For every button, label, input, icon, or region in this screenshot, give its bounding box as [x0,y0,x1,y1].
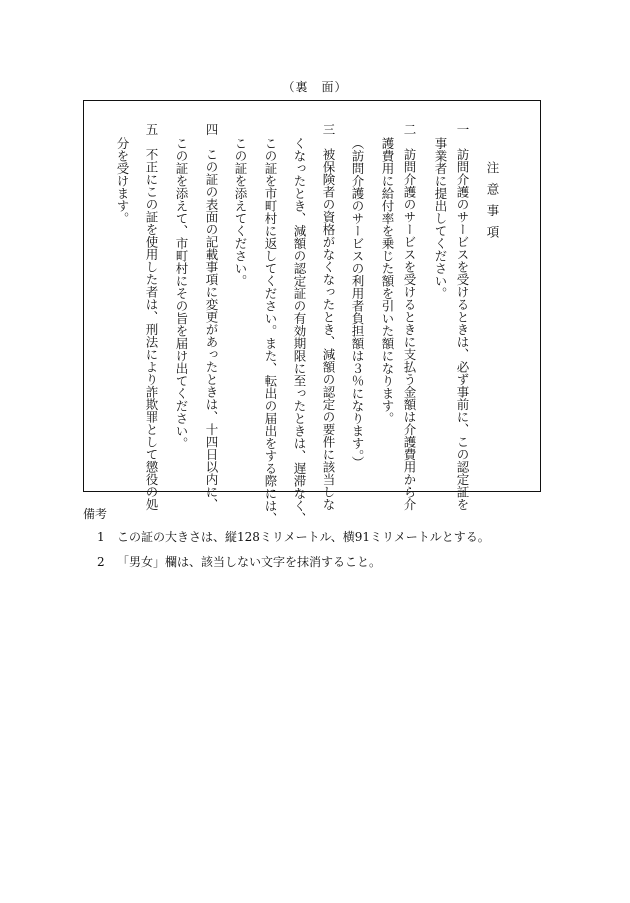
notice-line-13: 分を受けます。 [115,137,130,225]
remark-item [83,553,490,570]
remark-text: 「男女」欄は、該当しない文字を抹消すること。 [117,555,382,569]
notice-line-5: （訪問介護のサービスの利用者負担額は３％になります。） [350,137,365,469]
notice-line-9: この証を添えてください。 [233,137,248,287]
side-label: （裏 面） [282,80,348,94]
notice-line-10: 四 この証の表面の記載事項に変更があったときは、十四日以内に、 [204,123,219,511]
notice-line-8: この証を市町村に返してください。また、転出の届出をする際には、 [263,137,278,525]
notice-line-1: 一 訪問介護のサービスを受けるときは、必ず事前に、この認定証を [455,123,470,511]
notice-line-12: 五 不正にこの証を使用した者は、刑法により詐欺罪として懲役の処 [144,123,159,511]
remark-number: 1 [97,530,105,544]
notice-line-4: 護費用に給付率を乗じた額を引いた額になります。 [380,137,395,425]
notice-line-2: 事業者に提出してください。 [433,137,448,300]
notice-line-3: 二 訪問介護のサービスを受けるときに支払う金額は介護費用から介 [402,123,417,511]
notice-line-7: くなったとき、減額の認定証の有効期限に至ったときは、遅滞なく、 [292,137,307,525]
remarks-title: 備考 [83,507,108,521]
remark-item [83,528,490,545]
remark-text: この証の大きさは、縦128ミリメートル、横91ミリメートルとする。 [117,530,490,544]
notice-line-6: 三 被保険者の資格がなくなったとき、減額の認定の要件に該当しな [321,123,336,511]
notice-line-11: この証を添えて、市町村にその旨を届け出てください。 [174,137,189,450]
remarks-section [83,505,490,578]
notice-heading: 注意事項 [485,161,500,247]
remark-number: 2 [97,555,105,569]
